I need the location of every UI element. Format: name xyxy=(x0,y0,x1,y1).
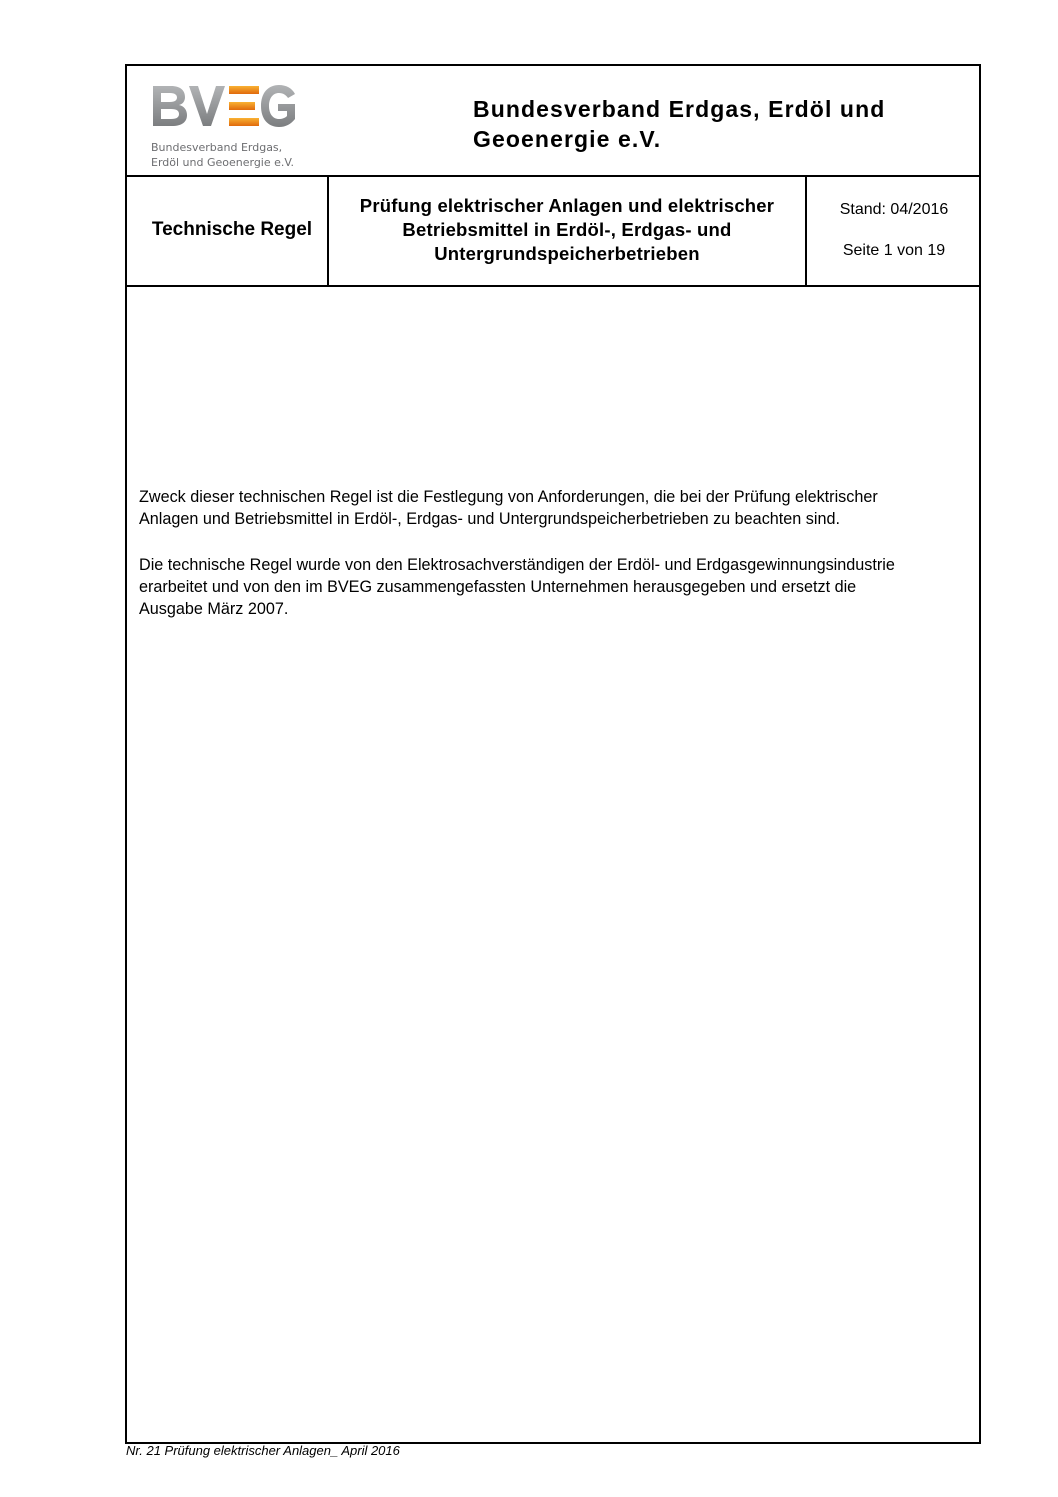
bveg-logo-mark xyxy=(149,82,299,132)
document-title-line3: Untergrundspeicherbetrieben xyxy=(434,243,700,264)
paragraph2-line2: erarbeitet und von den im BVEG zusammengefassten Unternehmen herausgegeben und ersetzt die xyxy=(139,578,857,596)
paragraph1-line2: Anlagen und Betriebsmittel in Erdöl-, Erdgas- und Untergrundspeicherbetrieben zu beachten sind. xyxy=(139,510,840,528)
organization-name xyxy=(473,94,963,154)
paragraph2-line1: Die technische Regel wurde von den Elektrosachverständigen der Erdöl- und Erdgasgewinnungsindustrie xyxy=(139,556,895,574)
document-title-line2: Betriebsmittel in Erdöl-, Erdgas- und xyxy=(402,219,732,240)
paragraph1-line1: Zweck dieser technischen Regel ist die Festlegung von Anforderungen, die bei der Prüfung elektrischer xyxy=(139,488,878,506)
page-number: Seite 1 von 19 xyxy=(842,241,946,259)
body-paragraph-purpose xyxy=(139,486,971,530)
document-header xyxy=(127,66,979,177)
document-date: Stand: 04/2016 xyxy=(839,200,949,218)
document-meta xyxy=(807,175,981,285)
bveg-logo-subtitle xyxy=(151,140,294,170)
logo-subtitle-line2: Erdöl und Geoenergie e.V. xyxy=(151,156,294,169)
document-body xyxy=(139,486,971,644)
title-block xyxy=(127,175,979,287)
page-frame xyxy=(125,64,981,1444)
page-footer: Nr. 21 Prüfung elektrischer Anlagen_ April 2016 xyxy=(126,1443,400,1458)
body-paragraph-origin xyxy=(139,554,971,620)
document-title xyxy=(329,175,807,285)
bveg-logo xyxy=(149,82,319,177)
document-title-line1: Prüfung elektrischer Anlagen und elektrischer xyxy=(359,195,775,216)
document-type-label: Technische Regel xyxy=(151,219,313,240)
organization-name-line2: Geoenergie e.V. xyxy=(473,126,662,152)
organization-name-line1: Bundesverband Erdgas, Erdöl und xyxy=(473,96,886,122)
logo-subtitle-line1: Bundesverband Erdgas, xyxy=(151,141,283,154)
document-type xyxy=(127,175,329,285)
paragraph2-line3: Ausgabe März 2007. xyxy=(139,600,289,618)
